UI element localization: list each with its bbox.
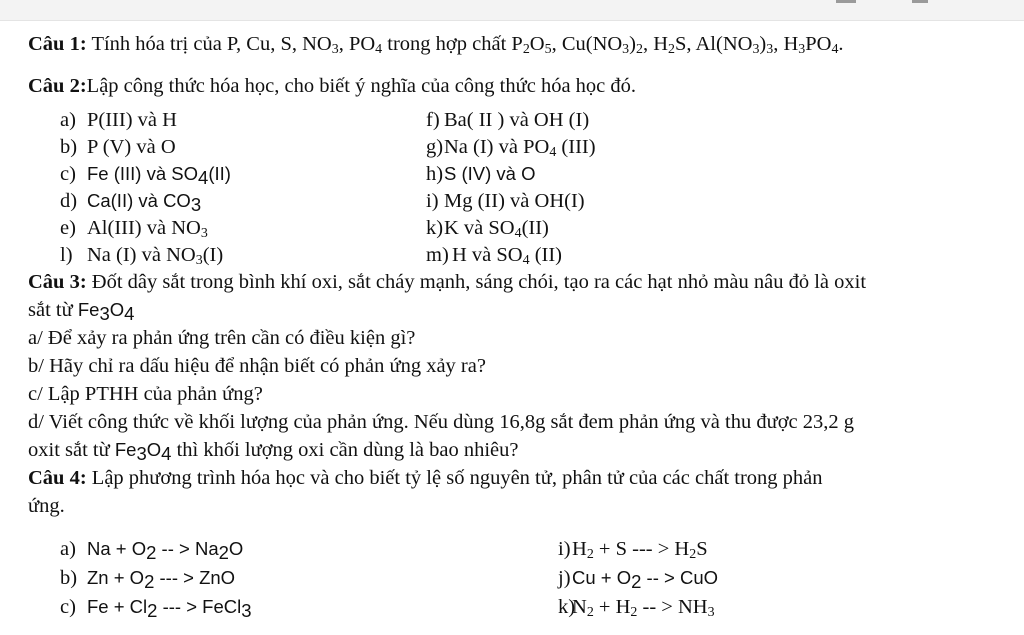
- window-control-maximize[interactable]: [912, 0, 928, 3]
- question-3-d-line-2: oxit sắt từ $Fe_3O_4$ thì khối lượng oxi cần dùng là bao nhiêu?: [28, 439, 519, 465]
- question-3-a: a/ Để xảy ra phản ứng trên cần có điều kiện gì?: [28, 327, 416, 349]
- list-item: b) P (V) và O g)Na (I) và $PO_4$ (III): [60, 135, 596, 160]
- list-item: b) $Zn + O_2$ --- > ZnO $j)Cu + O_2$ -- > CuO: [60, 566, 719, 592]
- list-item: l) Na (I) và $NO_3(I)$ m) H và $SO_4$ (II): [60, 243, 563, 268]
- question-1: Câu 1: Tính hóa trị của P, Cu, S, $NO_3$, $PO_4$ trong hợp chất $P_2O_5$, $Cu(NO_3)_2$, $H_2S$, $Al(NO_3)_3$, $H_3PO_4$.: [28, 33, 844, 58]
- document-body: [28, 30, 1013, 621]
- list-item: a) $Na + O_2$ -- > $Na_2O$ $i)H_2 + S$ --- > $H_2S$: [60, 537, 708, 563]
- question-2-items: [28, 106, 1013, 268]
- question-4-line-2: ứng.: [28, 495, 65, 517]
- window-control-minimize[interactable]: [836, 0, 856, 3]
- question-3-label: Câu 3:: [28, 271, 87, 293]
- question-3-d: d/ Viết công thức về khối lượng của phản ứng. Nếu dùng 16,8g sắt đem phản ứng và thu được 23,2 g: [28, 411, 855, 433]
- question-3: Câu 3: Đốt dây sắt trong bình khí oxi, sắt cháy mạnh, sáng chói, tạo ra các hạt nhỏ màu nâu đỏ là oxit: [28, 271, 867, 293]
- list-item: e) Al(III) và $NO_3$ k)K và $SO_4(II)$: [60, 216, 549, 241]
- question-4-equations: [28, 534, 1013, 621]
- question-4-label: Câu 4:: [28, 467, 87, 489]
- question-2-label: Câu 2:: [28, 75, 87, 97]
- window-top-bar: [0, 0, 1024, 21]
- question-3-c: c/ Lập PTHH của phản ứng?: [28, 383, 263, 405]
- question-3-b: b/ Hãy chỉ ra dấu hiệu để nhận biết có phản ứng xảy ra?: [28, 355, 486, 377]
- list-item: c) $Fe + Cl_2$ --- > FeCl$_3$ $k)N_2 + H_2$ -- > $NH_3$: [60, 595, 715, 621]
- list-item: a) P(III) và H f) Ba( II ) và OH (I): [60, 108, 590, 131]
- question-3-line-2: sắt từ $Fe_3O_4$: [28, 299, 135, 325]
- question-4: Câu 4: Lập phương trình hóa học và cho biết tỷ lệ số nguyên tử, phân tử của các chất trong phản: [28, 467, 823, 489]
- list-item: c) Fe (III) và $SO_4(II)$ h)S (IV) và O: [60, 162, 536, 188]
- question-2: Câu 2:Lập công thức hóa học, cho biết ý nghĩa của công thức hóa học đó.: [28, 75, 637, 97]
- list-item: d) Ca(II) và $CO_3$ i) Mg (II) và OH(I): [60, 189, 585, 215]
- question-1-label: Câu 1:: [28, 33, 87, 55]
